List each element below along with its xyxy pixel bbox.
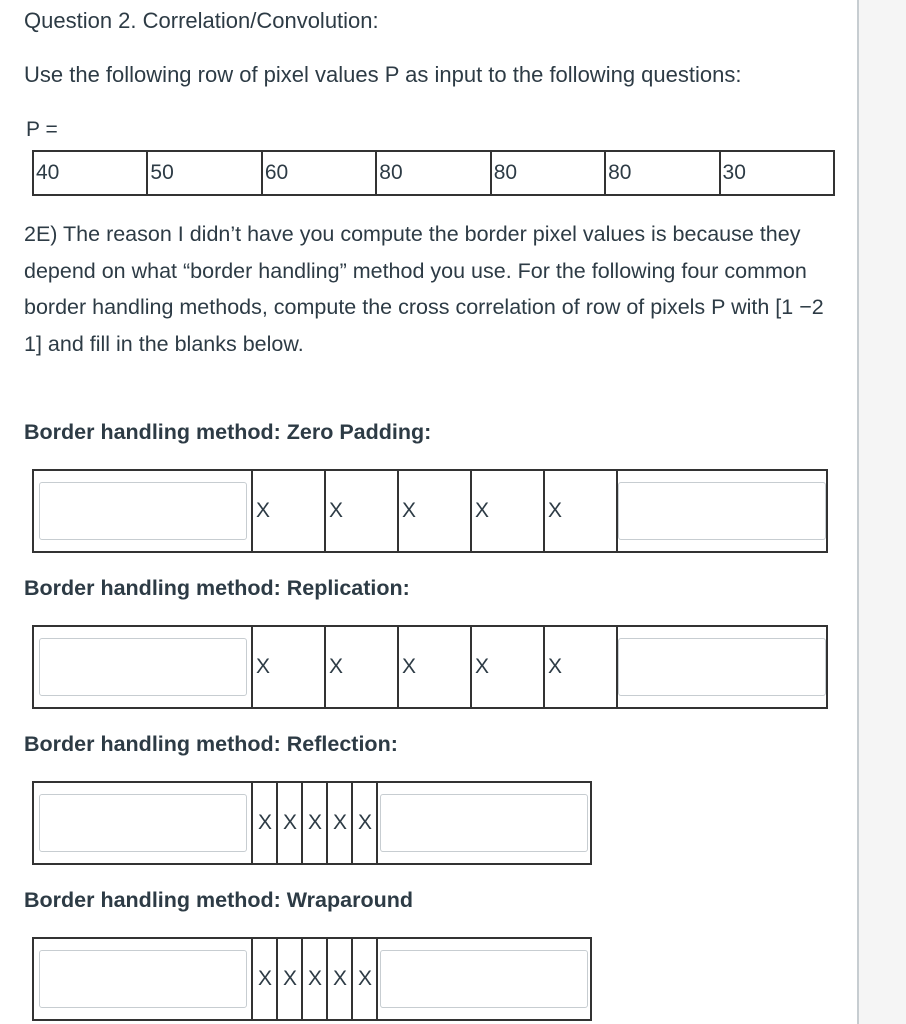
p-value-cell: 40 bbox=[33, 151, 147, 195]
p-value-cell: 30 bbox=[720, 151, 834, 195]
p-value-cell: 80 bbox=[376, 151, 490, 195]
zero-padding-marker: X bbox=[398, 470, 471, 552]
p-label: P = bbox=[26, 118, 58, 141]
heading-wraparound: Border handling method: Wraparound bbox=[24, 888, 413, 912]
zero-padding-marker: X bbox=[325, 470, 398, 552]
question-title: Question 2. Correlation/Convolution: bbox=[24, 8, 379, 33]
wraparound-right-cell bbox=[377, 938, 591, 1020]
reflection-left-input[interactable] bbox=[39, 794, 247, 852]
reflection-right-input[interactable] bbox=[380, 794, 588, 852]
reflection-marker: X bbox=[327, 782, 352, 864]
reflection-left-cell bbox=[33, 782, 252, 864]
zero-padding-left-cell bbox=[33, 470, 252, 552]
zero-padding-marker: X bbox=[471, 470, 544, 552]
page-right-margin bbox=[859, 0, 906, 1024]
zero-padding-right-input[interactable] bbox=[618, 482, 826, 540]
zero-padding-right-cell bbox=[617, 470, 827, 552]
wraparound-marker: X bbox=[302, 938, 327, 1020]
replication-table bbox=[32, 625, 828, 709]
reflection-table bbox=[32, 781, 592, 865]
wraparound-marker: X bbox=[252, 938, 277, 1020]
wraparound-table bbox=[32, 937, 592, 1021]
reflection-marker: X bbox=[302, 782, 327, 864]
wraparound-marker: X bbox=[327, 938, 352, 1020]
replication-marker: X bbox=[325, 626, 398, 708]
p-value-cell: 50 bbox=[147, 151, 261, 195]
replication-left-cell bbox=[33, 626, 252, 708]
zero-padding-table bbox=[32, 469, 828, 553]
reflection-right-cell bbox=[377, 782, 591, 864]
wraparound-left-cell bbox=[33, 938, 252, 1020]
p-value-cell: 80 bbox=[605, 151, 719, 195]
reflection-marker: X bbox=[252, 782, 277, 864]
reflection-marker: X bbox=[277, 782, 302, 864]
wraparound-right-input[interactable] bbox=[380, 950, 588, 1008]
replication-marker: X bbox=[544, 626, 617, 708]
zero-padding-left-input[interactable] bbox=[39, 482, 247, 540]
replication-right-input[interactable] bbox=[618, 638, 826, 696]
wraparound-marker: X bbox=[277, 938, 302, 1020]
replication-marker: X bbox=[252, 626, 325, 708]
wraparound-left-input[interactable] bbox=[39, 950, 247, 1008]
reflection-marker: X bbox=[352, 782, 377, 864]
replication-marker: X bbox=[471, 626, 544, 708]
p-values-table bbox=[32, 150, 835, 196]
heading-zero-padding: Border handling method: Zero Padding: bbox=[24, 420, 432, 444]
heading-replication: Border handling method: Replication: bbox=[24, 576, 410, 600]
replication-marker: X bbox=[398, 626, 471, 708]
zero-padding-marker: X bbox=[252, 470, 325, 552]
question-prompt: 2E) The reason I didn’t have you compute the border pixel values is because they depend on what “border handling” method you use. For the following four common border handling methods, compute the cross correlation of row of pixels P with [1 −2 1] and fill in the blanks below. bbox=[24, 222, 824, 356]
zero-padding-marker: X bbox=[544, 470, 617, 552]
question-intro: Use the following row of pixel values P as input to the following questions: bbox=[24, 62, 742, 87]
p-value-cell: 60 bbox=[262, 151, 376, 195]
heading-reflection: Border handling method: Reflection: bbox=[24, 732, 398, 756]
p-value-cell: 80 bbox=[491, 151, 605, 195]
replication-left-input[interactable] bbox=[39, 638, 247, 696]
replication-right-cell bbox=[617, 626, 827, 708]
wraparound-marker: X bbox=[352, 938, 377, 1020]
